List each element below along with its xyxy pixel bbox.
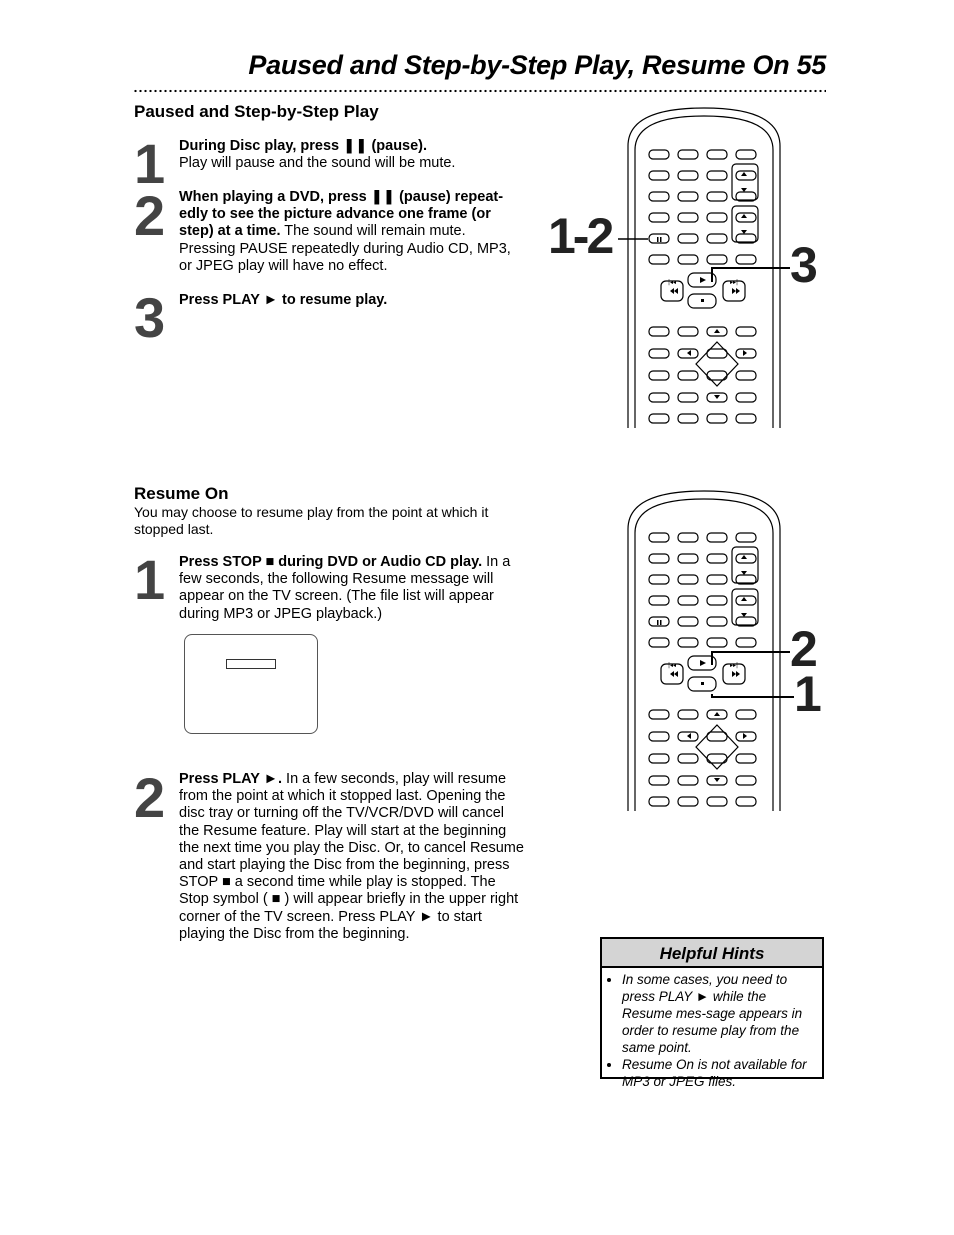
step-1-detail: Play will pause and the sound will be mute. bbox=[179, 155, 456, 172]
section-title-paused: Paused and Step-by-Step Play bbox=[134, 102, 379, 121]
resume-step-1-bold: Press STOP ■ during DVD or Audio CD play. bbox=[179, 554, 483, 570]
section-title-resume: Resume On bbox=[134, 484, 229, 503]
resume-step-2-bold: Press PLAY ►. bbox=[179, 771, 283, 787]
resume-intro: You may choose to resume play from the point at which it stopped last. bbox=[134, 504, 489, 537]
hint-item: • In some cases, you need to press PLAY ► while the Resume mes-sage appears in order to resume play from the same point. bbox=[622, 971, 816, 1056]
helpful-hints-box bbox=[600, 937, 824, 1089]
step-number: 2 bbox=[134, 766, 164, 829]
skip-forward-icon: ▸▸| bbox=[730, 279, 739, 286]
hints-list bbox=[602, 971, 822, 1090]
step-1-bold: During Disc play, press ❚❚ (pause). bbox=[179, 138, 428, 154]
skip-back-icon: |◂◂ bbox=[668, 662, 677, 669]
skip-back-icon: |◂◂ bbox=[668, 279, 677, 286]
hints-title: Helpful Hints bbox=[602, 939, 822, 968]
step-2-detail: The sound will remain mute. Pressing PAUSE repeatedly during Audio CD, MP3, or JPEG play will have no effect. bbox=[179, 223, 511, 274]
resume-step-2-detail: In a few seconds, play will resume from the point at which it stopped last. Opening the disc tray or turning off the TV/VCR/DVD will cancel the Resume feature. Play will start at the beginning the next time you play the Disc. Or, to cancel Resume and start playing the Disc from the beginning, press STOP ■ a second time while play is stopped. The Stop symbol ( ■ ) will appear briefly in the upper right corner of the TV screen. Press PLAY ► to start playing the Disc from the beginning. bbox=[179, 771, 524, 942]
step-2-bold: When playing a DVD, press ❚❚ (pause) repeat-edly to see the picture advance one frame (or step) at a time. bbox=[179, 189, 504, 240]
callout-label-play: 2 bbox=[790, 621, 815, 677]
step-number: 1 bbox=[134, 132, 164, 195]
step-number: 2 bbox=[134, 184, 164, 247]
step-3-bold: Press PLAY ► to resume play. bbox=[179, 292, 388, 308]
resume-step-1-detail: In a few seconds, the following Resume message will appear on the TV screen. (The file list will appear during MP3 or JPEG playback.) bbox=[179, 554, 511, 622]
hint-item: • Resume On is not available for MP3 or JPEG files. bbox=[622, 1056, 816, 1090]
page-title: Paused and Step-by-Step Play, Resume On 55 bbox=[248, 50, 826, 80]
skip-forward-icon: ▸▸| bbox=[730, 662, 739, 669]
step-number: 3 bbox=[134, 286, 164, 349]
callout-label-play: 3 bbox=[790, 237, 815, 293]
callout-label-stop: 1 bbox=[794, 666, 819, 722]
callout-label-pause: 1-2 bbox=[548, 208, 612, 264]
step-number: 1 bbox=[134, 548, 164, 611]
